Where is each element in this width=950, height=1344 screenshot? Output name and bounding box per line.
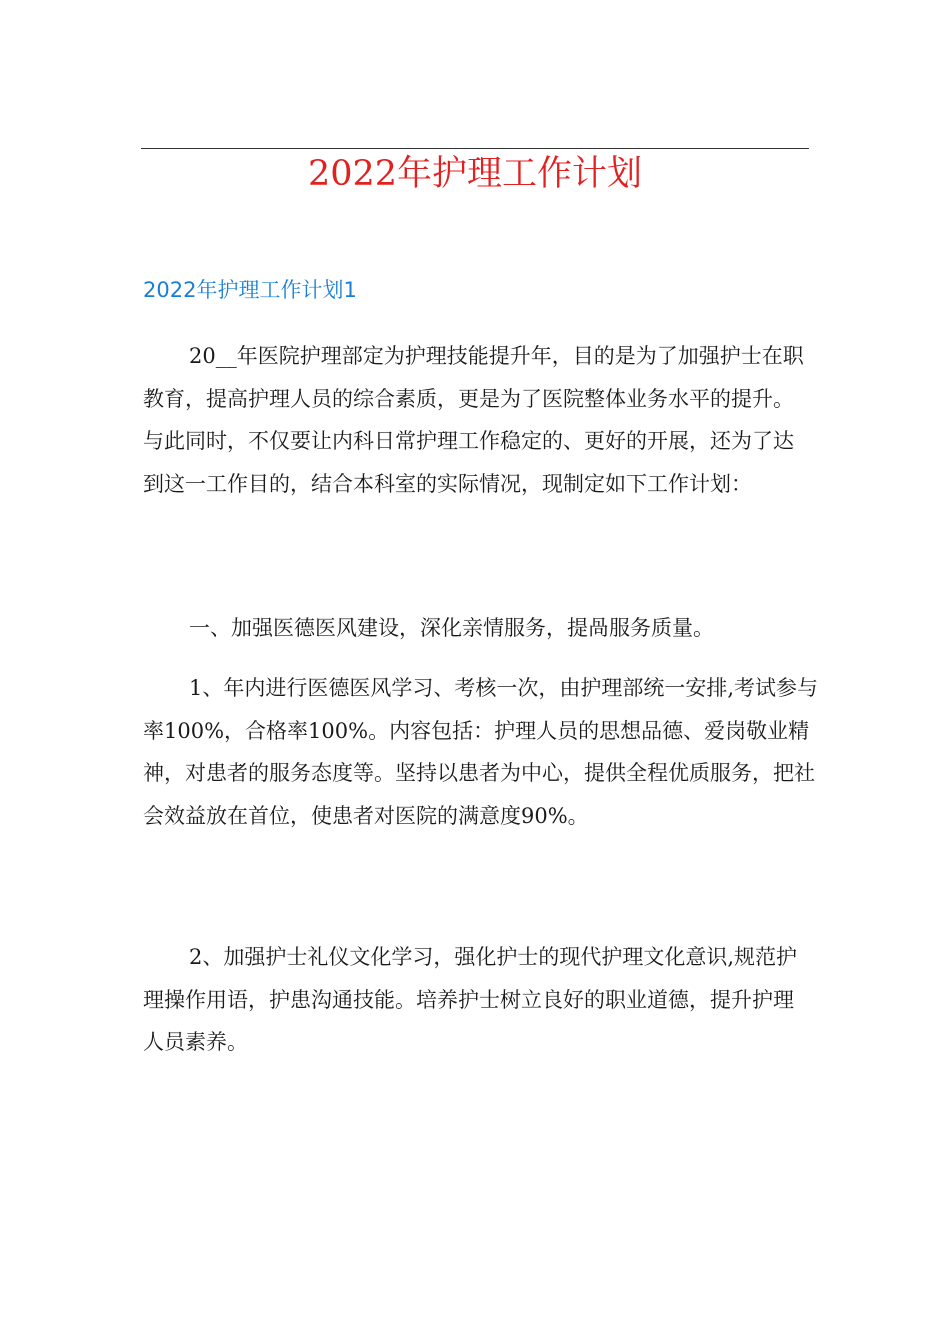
intro-paragraph: 20__年医院护理部定为护理技能提升年，目的是为了加强护士在职教育，提高护理人员的综合素质，更是为了医院整体业务水平的提升。与此同时，不仅要让内科日常护理工作稳定的、更好的开展，还为了达到这一工作目的，结合本科室的实际情况，现制定如下工作计划： <box>143 344 804 496</box>
document-title: 2022年护理工作计划 <box>307 154 643 194</box>
section-heading: 2022年护理工作计划1 <box>143 278 357 302</box>
subsection-heading-paragraph: 一、加强医德医风建设，深化亲情服务，提咼服务质量。 <box>189 616 714 640</box>
list-item-paragraph-2: 2、加强护士礼仪文化学习，强化护士的现代护理文化意识,规范护理操作用语，护患沟通技能。培养护士树立良好的职业道德，提升护理人员素养。 <box>143 945 798 1054</box>
list-item-paragraph-1: 1、年内进行医德医风学习、考核一次，由护理部统一安排,考试参与率100%，合格率100%。内容包括：护理人员的思想品德、爱岗敬业精神，对患者的服务态度等。坚持以患者为中心，提供全程优质服务，把社会效益放在首位，使患者对医院的满意度90%。 <box>143 676 819 828</box>
